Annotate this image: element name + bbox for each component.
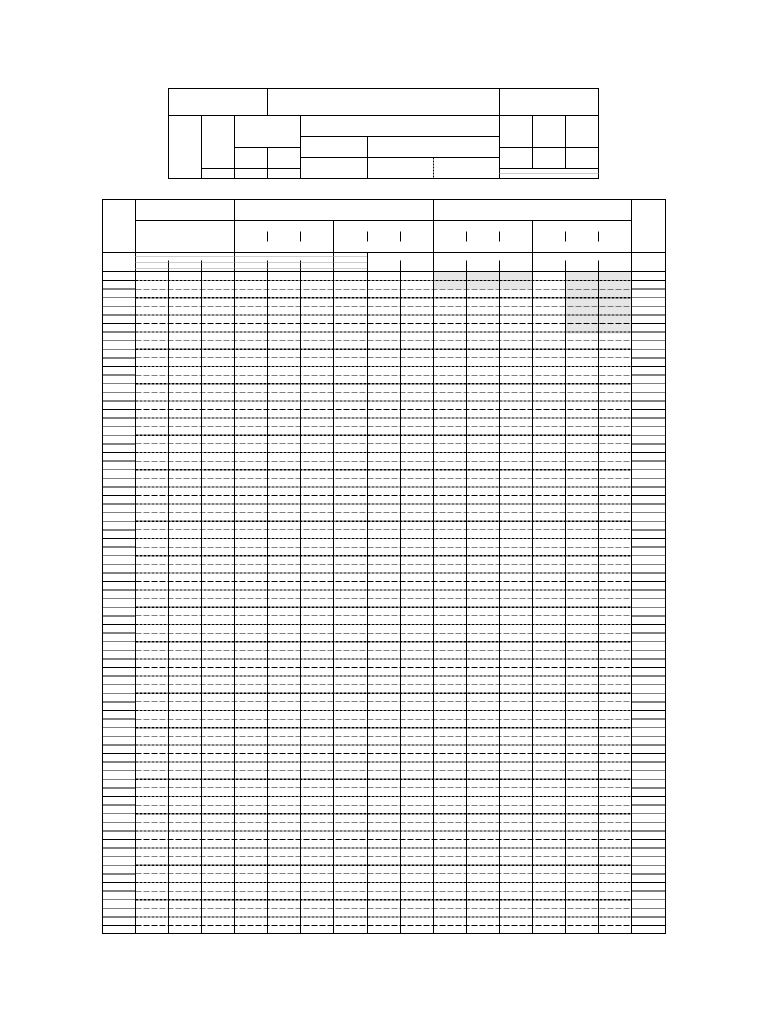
main-ledger-table [103, 200, 666, 934]
header-form-border [169, 89, 599, 179]
header-form-table [169, 89, 599, 179]
